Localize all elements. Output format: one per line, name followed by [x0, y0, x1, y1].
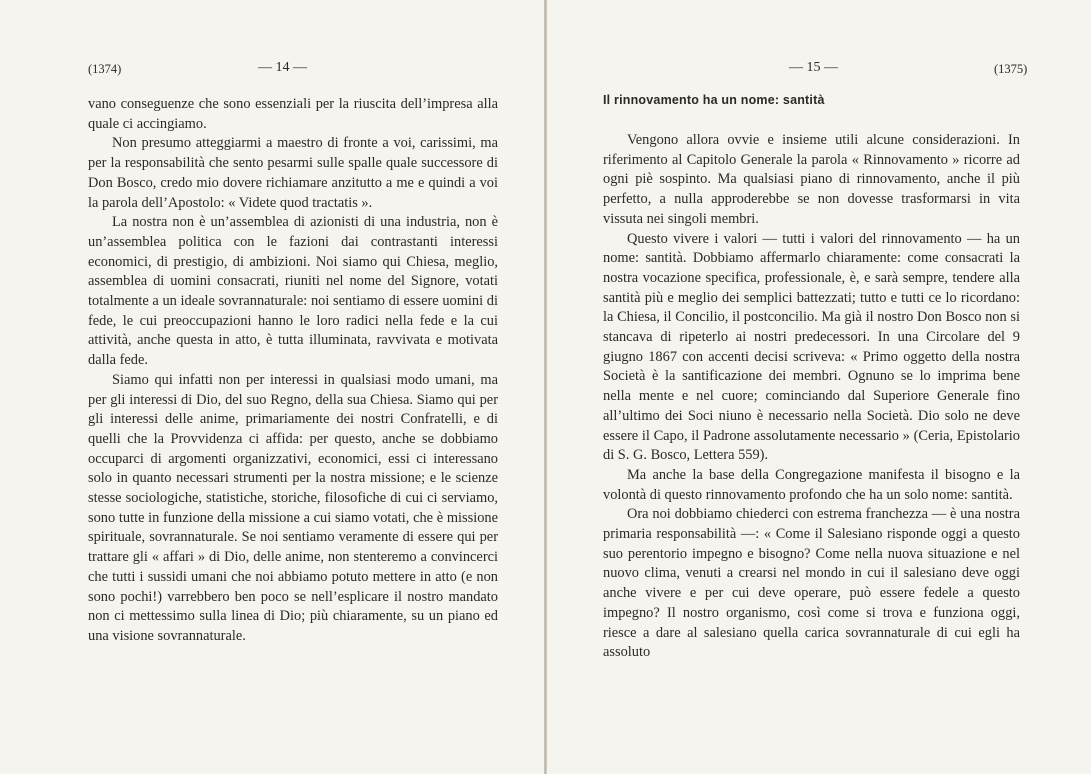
section-title: Il rinnovamento ha un nome: santità: [603, 93, 825, 107]
left-page-number: — 14 —: [258, 60, 307, 75]
left-header-code: (1374): [88, 62, 122, 76]
right-page-number: — 15 —: [789, 60, 838, 75]
right-header-code: (1375): [994, 62, 1028, 76]
right-paragraph-1: Vengono allora ovvie e insieme utili alcune considerazioni. In riferimento al Capitolo Generale la parola « Rinnovamento » ricorre ad ogni piè sospinto. Ma qualsiasi piano di rinnovamento, anche il più perfetto, a nulla approderebbe se non dovesse trasformarsi in vita vissuta nei singoli membri.: [603, 132, 1020, 227]
right-body-text: [603, 131, 1020, 663]
left-paragraph-4: Siamo qui infatti non per interessi in qualsiasi modo umani, ma per gli interessi di Dio, del suo Regno, della sua Chiesa. Siamo qui per gli interessi delle anime, primariamente dei nostri Confratelli, e di quelli che la Provvidenza ci affida: per questo, anche se dobbiamo occuparci di argomenti organizzativi, economici, essi ci interessano solo in quanto necessari strumenti per la nostra missione; e le scienze stesse sociologiche, statistiche, storiche, filosofiche di cui ci serviamo, sono tutte in funzione della missione a cui siamo votati, che è missione spirituale, sovrannaturale. Se noi sentiamo veramente di essere qui per trattare gli « affari » di Dio, delle anime, non stenteremo a convincerci che tutti i sussidi umani che noi abbiamo potuto mettere in atto (e non sono pochi!) varrebbero ben poco se nell’esplicare il nostro mandato non ci mettessimo sulla linea di Dio; più chiaramente, su un piano ed una visione sovrannaturale.: [88, 371, 498, 644]
right-paragraph-2: Questo vivere i valori — tutti i valori del rinnovamento — ha un nome: santità. Dobbiamo affermarlo chiaramente: come consacrati la nostra vocazione specifica, professionale, è, e sarà sempre, tendere alla santità più e meglio dei semplici battezzati; tutto e tutti ce lo ricordano: la Chiesa, il Concilio, il postconcilio. Ma già il nostro Don Bosco non si stancava di ripeterlo ai nostri predecessori. In una Circolare del 9 giugno 1867 con accenti decisi scriveva: « Primo oggetto della nostra Società è la santificazione dei membri. Ognuno se lo imprima bene nella mente e nel cuore; cominciando dal Superiore Generale fino all’ultimo dei Soci niuno è necessario nella Società. Dio solo ne deve essere il Capo, il Padrone assolutamente necessario » (Ceria, Epistolario di S. G. Bosco, Lettera 559).: [603, 230, 1020, 464]
left-paragraph-2: Non presumo atteggiarmi a maestro di fronte a voi, carissimi, ma per la responsabilità che sento pesarmi sulle spalle quale successore di Don Bosco, credo mio dovere richiamare anzitutto a me e quindi a voi la parola dell’Apostolo: « Videte quod tractatis ».: [88, 135, 498, 211]
left-page: [0, 0, 544, 774]
right-page: [547, 0, 1091, 774]
left-paragraph-3: La nostra non è un’assemblea di azionisti di una industria, non è un’assemblea politica con le fazioni dai contrastanti interessi economici, di prestigio, di ambizioni. Noi siamo qui Chiesa, meglio, assemblea di uomini consacrati, riuniti nel nome del Signore, votati totalmente a un ideale sovrannaturale: noi sentiamo di essere uomini di fede, le cui preoccupazioni hanno le loro radici nella fede e la cui attività, anche questa in atto, è tutta illuminata, ravvivata e motivata dalla fede.: [88, 214, 498, 369]
left-body-text: [88, 95, 498, 647]
left-paragraph-1: vano conseguenze che sono essenziali per la riuscita dell’impresa alla quale ci accingiamo.: [88, 96, 498, 132]
right-paragraph-3: Ma anche la base della Congregazione manifesta il bisogno e la volontà di questo rinnovamento profondo che ha un solo nome: santità.: [603, 466, 1020, 503]
right-paragraph-4: Ora noi dobbiamo chiederci con estrema franchezza — è una nostra primaria responsabilità —: « Come il Salesiano risponde oggi a questo suo perentorio impegno e bisogno? Come nella nuova situazione e nel nuovo clima, venuti a crearsi nel mondo in cui il salesiano deve oggi anche vivere e per cui deve operare, può essere fedele a questo impegno? Il nostro organismo, così come si trova e funziona oggi, riesce a dare al salesiano quella carica sovrannaturale di cui egli ha assoluto: [603, 506, 1020, 661]
